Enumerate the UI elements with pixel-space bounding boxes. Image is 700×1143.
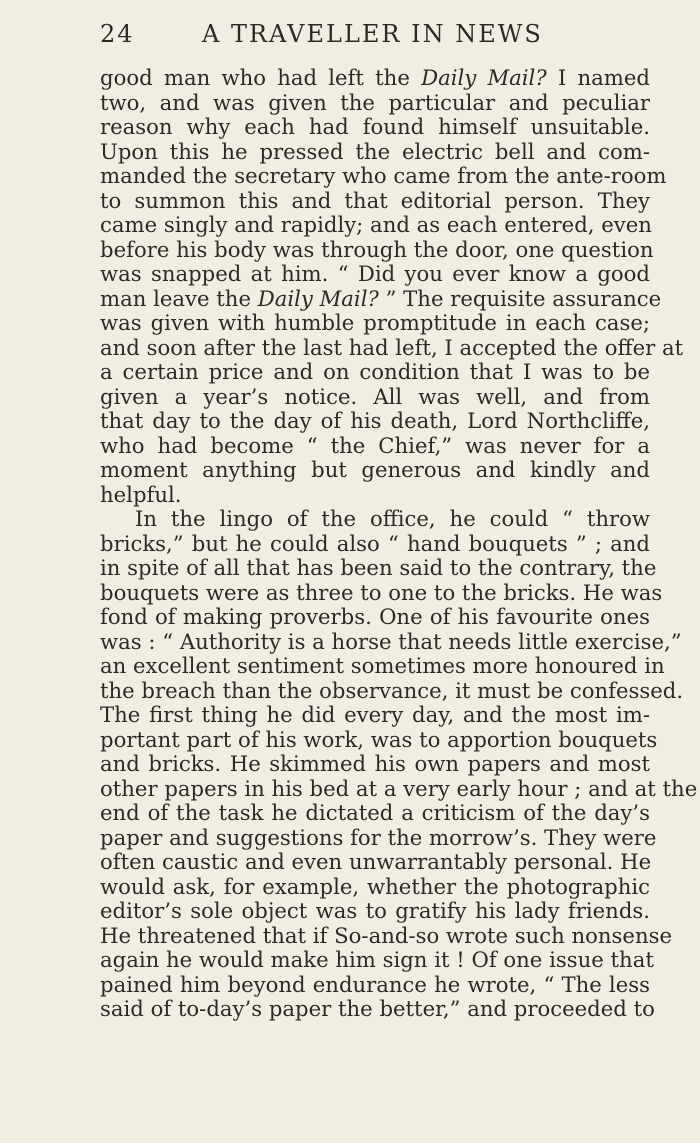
text-line: was given with humble promptitude in each case; [100, 310, 650, 335]
text-line: was : “ Authority is a horse that needs little exercise,” [100, 628, 682, 654]
text-line: often caustic and even unwarrantably personal. He [100, 849, 652, 874]
text-line: moment anything but generous and kindly and [100, 457, 650, 482]
text-line: He threatened that if So-and-so wrote such nonsense [100, 922, 673, 948]
text-line: end of the task he dictated a criticism of the day’s [100, 800, 650, 825]
text-line: an excellent sentiment sometimes more honoured in [100, 653, 665, 678]
page-number: 24 [100, 20, 135, 48]
text-line: and bricks. He skimmed his own papers and most [100, 751, 650, 776]
text-line: to summon this and that editorial person. They [100, 187, 650, 213]
text-line: the breach than the observance, it must be confessed. [100, 677, 684, 703]
text-line: Upon this he pressed the electric bell and com- [100, 138, 650, 164]
text-line: bricks,” but he could also “ hand bouquets ” ; and [100, 530, 650, 556]
text-line: pained him beyond endurance he wrote, “ The less [100, 971, 650, 997]
text-line: before his body was through the door, one question [100, 236, 654, 262]
text-line: was snapped at him. “ Did you ever know a good [100, 261, 650, 286]
text-line: helpful. [100, 481, 182, 507]
paragraph [100, 506, 698, 1022]
text-line: two, and was given the particular and peculiar [100, 89, 650, 115]
text-line: in spite of all that has been said to the contrary, the [100, 555, 657, 580]
text-line: that day to the day of his death, Lord Northcliffe, [100, 408, 650, 433]
text-line: man leave the Daily Mail? ” The requisite assurance [100, 285, 662, 311]
paragraph [100, 65, 684, 507]
italic-title: Daily Mail? [257, 285, 379, 311]
italic-title: Daily Mail? [421, 65, 547, 90]
text-line: In the lingo of the office, he could “ throw [135, 506, 650, 531]
text-line: editor’s sole object was to gratify his lady friends. [100, 898, 650, 923]
text-line: manded the secretary who came from the ante-room [100, 163, 667, 188]
text-line: good man who had left the Daily Mail? I named [100, 65, 650, 90]
text-line: fond of making proverbs. One of his favourite ones [100, 604, 650, 629]
text-line: who had become “ the Chief,” was never for a [100, 432, 650, 458]
book-title: A TRAVELLER IN NEWS [202, 20, 543, 48]
text-line: other papers in his bed at a very early hour ; and at the [100, 775, 698, 801]
text-line: given a year’s notice. All was well, and from [100, 383, 650, 409]
text-line: The first thing he did every day, and the most im- [100, 702, 650, 727]
text-line: portant part of his work, was to apportion bouquets [100, 726, 658, 752]
text-line: came singly and rapidly; and as each entered, even [100, 212, 652, 237]
text-line: would ask, for example, whether the photographic [100, 873, 650, 899]
book-page [100, 20, 698, 1022]
text-line: said of to-day’s paper the better,” and proceeded to [100, 996, 655, 1021]
text-line: bouquets were as three to one to the bricks. He was [100, 579, 663, 605]
running-head [100, 20, 650, 52]
text-line: paper and suggestions for the morrow’s. They were [100, 824, 657, 850]
text-line: again he would make him sign it ! Of one issue that [100, 947, 654, 972]
text-line: a certain price and on condition that I was to be [100, 359, 650, 384]
text-line: reason why each had found himself unsuitable. [100, 114, 650, 139]
body-text [100, 65, 698, 1022]
text-line: and soon after the last had left, I accepted the offer at [100, 334, 684, 360]
